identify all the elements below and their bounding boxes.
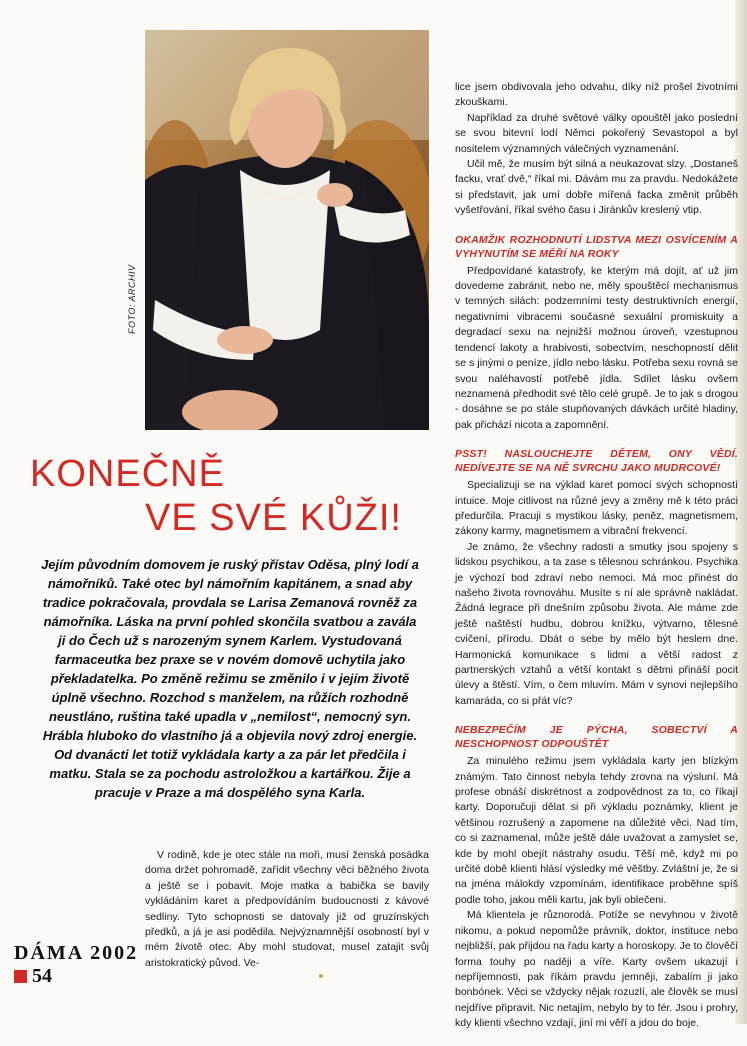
- body-paragraph: Předpovídané katastrofy, ke kterým má dojít, ať už jim dovedeme zabránit, nebo ne, měly spouštěcí mechanismus v temných silách: podzemními testy destruktivních energií, negativními vibracemi současné sexuální promiskuity a degradací sexu na nejnižší možnou úroveň, vzestupnou tendencí lakoty a hrabivosti, sobectvím, neschopností dělit se s jinými o peníze, jídlo nebo lásku. Potřeba sexu rovná se svou naléhavostí potřebě jídla. Sdílet lásku ovšem neznamená předhodit své tělo celé grupě. Je to jak s drogou - dosáhne se po stále stupňovaných dávkách určité hladiny, pak přichází nicota a zapomnění.: [455, 264, 738, 431]
- red-square-marker: [14, 970, 27, 983]
- magazine-name: DÁMA 2002: [14, 942, 139, 964]
- section-children: [455, 447, 738, 709]
- photo-credit: FOTO: ARCHIV: [127, 264, 137, 334]
- left-text-column: [145, 848, 429, 971]
- section-heading: PSST! NASLOUCHEJTE DĚTEM, ONY VĚDÍ. NEDÍVEJTE SE NA NĚ SVRCHU JAKO MUDRCOVÉ!: [455, 448, 738, 475]
- body-paragraph: Je známo, že všechny radosti a smutky jsou spojeny s lidskou psychikou, a ta zase s tělesnou schránkou. Psychika je výchozí bod zdraví nebo nemoci. Má moc přinést do našeho života rovnováhu. Musíte s ní ale správně nakládat. Žádná legrace při dnešním způsobu života. Ale máme zde ještě naštěstí hudbu, dobrou knížku, výtvarno, tělesné cvičení, přírodu. Dbát o sebe by mělo být heslem dne. Harmonická komunikace s lidmi a větší radost z partnerských vztahů a větší kontakt s dětmi přináší pocit úlevy a štěstí. Vím, o čem mluvím. Mám v synovi nejlepšího kamaráda, co si přát víc?: [455, 540, 738, 707]
- headline-line-2: VE SVÉ KŮŽI!: [145, 497, 402, 539]
- section-heading: OKAMŽIK ROZHODNUTÍ LIDSTVA MEZI OSVÍCENÍM A VYHYNUTÍM SE MĚŘÍ NA ROKY: [455, 233, 738, 260]
- body-paragraph: Za minulého režimu jsem vykládala karty jen blízkým známým. Tato činnost nebyla tehdy zrovna na výsluní. Má profese obnáší diskrétnost a zodpovědnost za to, co říkají karty. Doporučuji dělat si při výkladu poznámky, klient je většinou rozrušený a zapomene na důležité věci. Nad tím, co si zaznamenal, může ještě dále uvažovat a zamyslet se, kde by mohl obejít nástrahy osudu. Těší mě, když mi po určité době klienti hlásí výsledky mé věštby. Zvláštní je, že si na jména málokdy vzpomínám, identifikace proběhne spíš podle toho, jakou měli kartu, jak byli oblečeni.: [455, 755, 738, 906]
- body-paragraph: Učil mě, že musím být silná a neukazovat slzy. „Dostaneš facku, vrať dvě,“ říkal mi. Dávám mu za pravdu. Nedokážete si představit, jak umí dobře mířená facka změnit průběh vyšetřování, říkal svého času i Jiránkův kreslený vtip.: [455, 158, 738, 217]
- section-pride: [455, 723, 738, 1031]
- section-heading: NEBEZPEČÍM JE PÝCHA, SOBECTVÍ A NESCHOPNOST ODPOUŠTĚT: [455, 724, 738, 751]
- body-paragraph: Má klientela je různorodá. Potíže se nevyhnou v životě nikomu, a pokud nepomůže právník, doktor, instituce nebo nejbližší, pak přijdou na řadu karty a horoskopy. Je to člověčí forma touhy po naději a víře. Karty ovšem ukazují i nepříjemnosti, pak říkám pravdu jemněji, zabalím ji jako bonbónek. Věci se vždycky nějak rozuzlí, ale člověk se musí nejdříve připravit. Nic netajím, nebylo by to fér. Jsou i prohry, kdy klienti všechno vzdají, jiní mi věří a jdou do boje.: [455, 909, 738, 1030]
- decorative-dot: [319, 974, 323, 978]
- portrait-photo: [145, 30, 429, 430]
- headline-line-1: KONEČNĚ: [30, 453, 225, 495]
- article-lead: Jejím původním domovem je ruský přístav Oděsa, plný lodí a námořníků. Také otec byl námořním kapitánem, a snad aby tradice pokračovala, provdala se Larisa Zemanová rovněž za námořníka. Láska na první pohled skončila svatbou a zavála ji do Čech už s narozeným synem Karlem. Vystudovaná farmaceutka bez praxe se v novém domově uchytila jako překladatelka. Po změně režimu se změnilo i v jejím životě úplně všechno. Rozchod s manželem, na růžích rozhodně neustláno, ruština také upadla v „nemilost“, nemocný syn. Hrábla hluboko do vlastního já a objevila nový zdroj energie. Od dvanácti let totiž vykládala karty a za pár let předčila i matku. Stala se za pochodu astroložkou a kartářkou. Žije a pracuje v Praze a má dospělého syna Karla.: [41, 557, 419, 800]
- intro-block: [455, 80, 738, 219]
- page-number-text: 54: [32, 965, 52, 987]
- body-paragraph: Specializuji se na výklad karet pomocí svých schopností intuice. Moje citlivost na různé jevy a změny mě k této práci předurčila. Pracuji s mystikou lásky, peněz, magnetismem, zákony karmy, magnetismem a vibrační frekvencí.: [455, 479, 738, 538]
- article-headline: [30, 452, 430, 540]
- right-text-column: [455, 80, 738, 1046]
- section-catastrophes: [455, 233, 738, 433]
- body-paragraph: lice jsem obdivovala jeho odvahu, díky níž prošel životními zkouškami.: [455, 81, 738, 109]
- page-number: [14, 965, 52, 988]
- portrait-illustration: [145, 30, 429, 430]
- body-paragraph: Například za druhé světové války opouštěl jako poslední se svou bitevní lodí Němci pokořený Sevastopol a byl nositelem významných válečných vyznamenání.: [455, 111, 738, 155]
- body-paragraph: V rodině, kde je otec stále na moři, musí ženská posádka doma držet pohromadě, zařídit všechny věci běžného života a ještě se i pobavit. Moje matka a babička se bavily vykládáním karet a předpovídáním budoucnosti z kávové sedliny. Tyto schopnosti se datovaly již od gruzínských předků, a já je asi podědila. Nejvýznamnější osobností byl v mém životě otec. Aby mohl studovat, musel zatajit svůj aristokratický původ. Ve-: [145, 849, 429, 969]
